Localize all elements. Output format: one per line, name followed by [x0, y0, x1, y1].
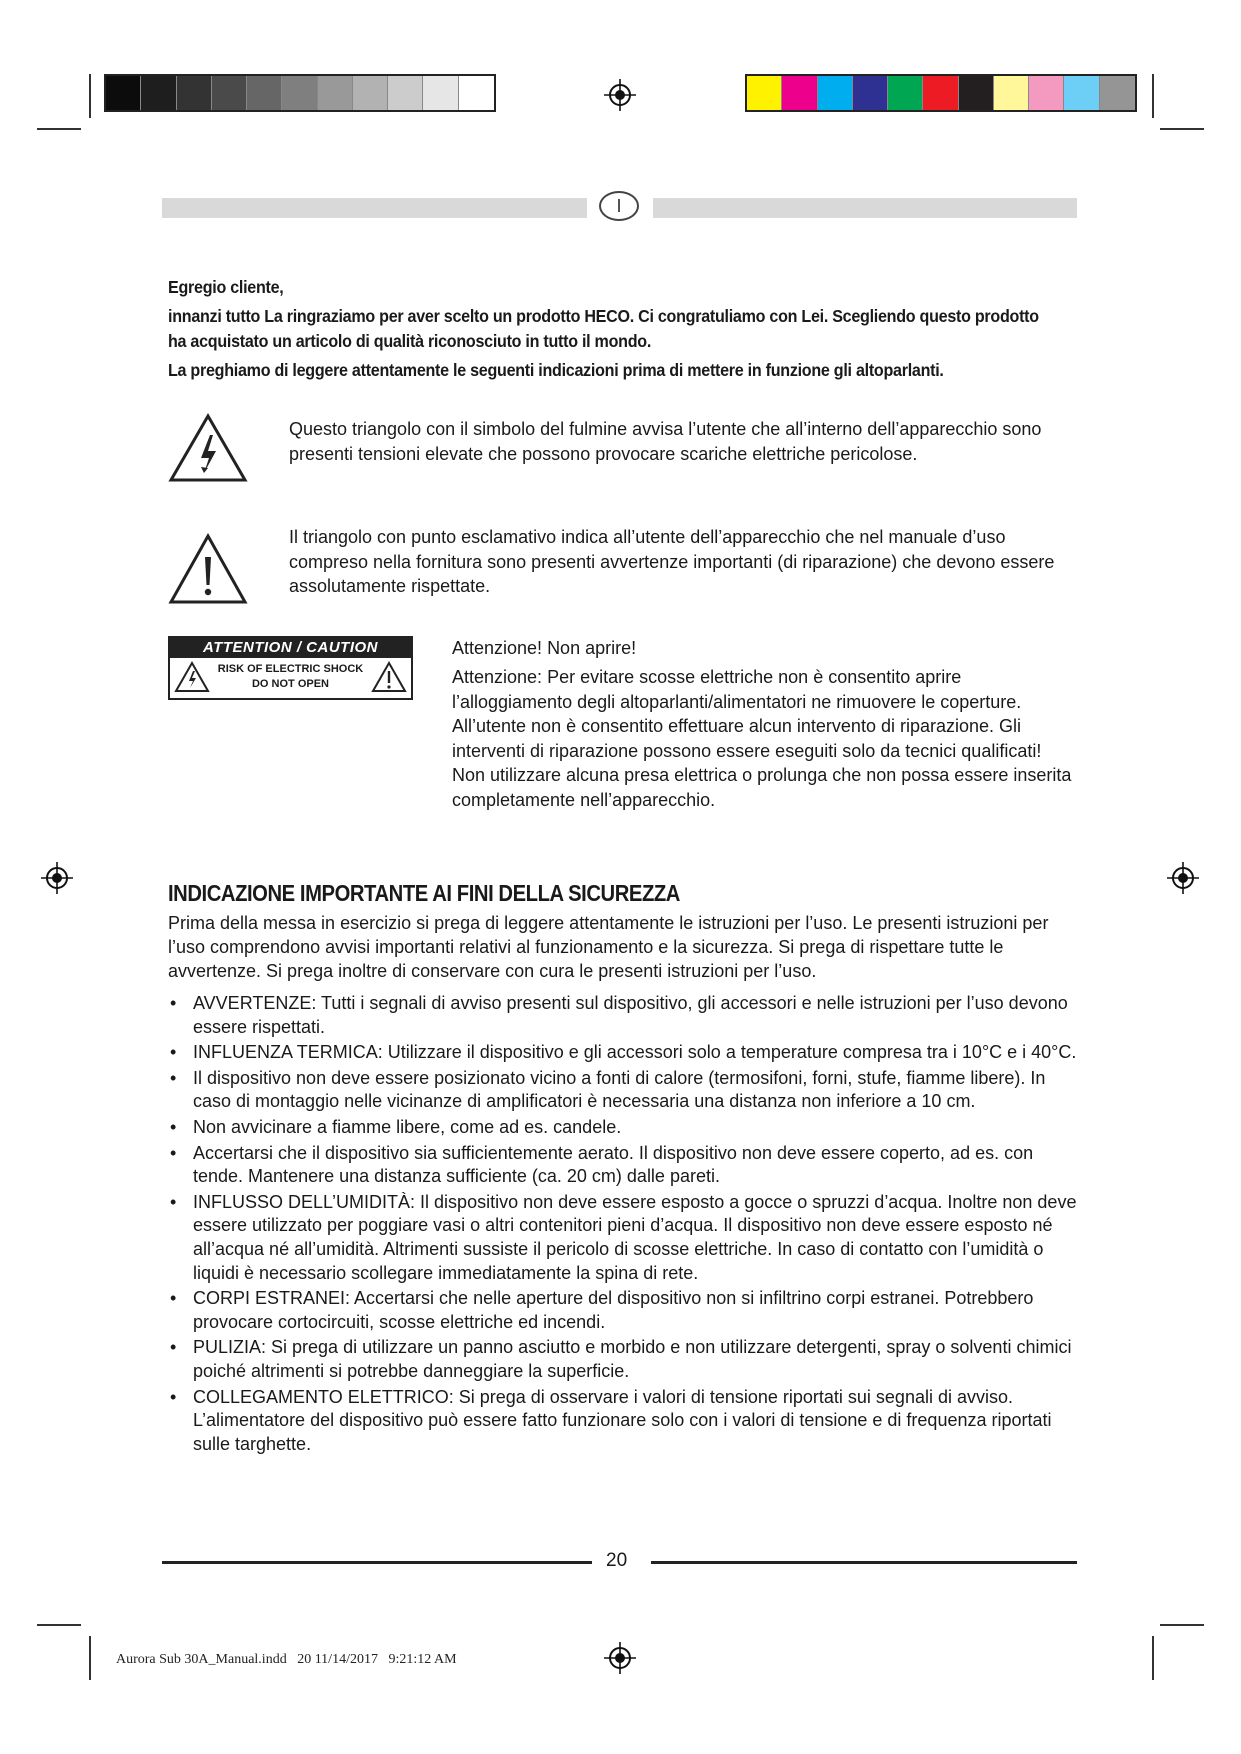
list-item: • INFLUENZA TERMICA: Utilizzare il dispositivo e gli accessori solo a temperature compresa tra i 10°C e i 40°C.: [168, 1041, 1080, 1065]
list-item: • PULIZIA: Si prega di utilizzare un panno asciutto e morbido e non utilizzare detergenti, spray o solventi chimici poiché altrimenti si potrebbe danneggiare la superficie.: [168, 1336, 1080, 1383]
crop-mark: [89, 74, 91, 118]
grayscale-swatch: [177, 76, 212, 110]
grayscale-swatch: [459, 76, 494, 110]
crop-mark: [1160, 128, 1204, 130]
caution-text: Attenzione: Per evitare scosse elettriche non è consentito aprire l’alloggiamento degli altoparlanti/alimentatori ne rimuovere le coperture. All’utente non è consentito effettuare alcun intervento di riparazione. Gli interventi di riparazione possono essere eseguiti solo da tecnici qualificati! Non utilizzare alcuna presa elettrica o prolunga che non possa essere inserita completamente nell’apparecchio.: [452, 667, 1072, 810]
process-swatch: [818, 76, 853, 110]
registration-mark-icon: [603, 1641, 637, 1675]
intro-request: La preghiamo di leggere attentamente le seguenti indicazioni prima di mettere in funzione gli altoparlanti.: [168, 360, 944, 380]
caution-label-line1: RISK OF ELECTRIC SHOCK: [217, 663, 364, 675]
exclamation-warning-icon: [168, 533, 248, 605]
process-swatch: [959, 76, 994, 110]
safety-title: INDICAZIONE IMPORTANTE AI FINI DELLA SICUREZZA: [168, 880, 680, 906]
process-swatch: [747, 76, 782, 110]
list-item: • CORPI ESTRANEI: Accertarsi che nelle aperture del dispositivo non si infiltrino corpi estranei. Potrebbero provocare cortocircuiti, scosse elettriche ed incendi.: [168, 1287, 1080, 1334]
process-swatch: [923, 76, 958, 110]
list-item: • Accertarsi che il dispositivo sia sufficientemente aerato. Il dispositivo non deve essere coperto, ad es. con tende. Mantenere una distanza sufficiente (ca. 20 cm) dalle pareti.: [168, 1142, 1080, 1189]
header-band-left: [162, 198, 587, 218]
lightning-warning-text: Questo triangolo con il simbolo del fulmine avvisa l’utente che all’interno dell’apparecchio sono presenti tensioni elevate che possono provocare scariche elettriche pericolose.: [289, 419, 1042, 464]
footer-rule-left: [162, 1561, 592, 1564]
caution-label-line2: DO NOT OPEN: [251, 678, 329, 690]
safety-intro: Prima della messa in esercizio si prega di leggere attentamente le istruzioni per l’uso. Le presenti istruzioni per l’uso comprendono avvisi importanti relativi al funzionamento e la sicurezza. Si prega di rispettare tutte le avvertenze. Si prega inoltre di conservare con cura le presenti istruzioni per l’uso.: [168, 913, 1049, 981]
list-item: • Non avvicinare a fiamme libere, come ad es. candele.: [168, 1116, 1080, 1140]
process-swatch: [853, 76, 888, 110]
grayscale-swatch: [388, 76, 423, 110]
list-item: • AVVERTENZE: Tutti i segnali di avviso presenti sul dispositivo, gli accessori e nelle istruzioni per l’uso devono essere rispettati.: [168, 992, 1080, 1039]
safety-list: [168, 992, 1080, 1458]
process-swatch: [1029, 76, 1064, 110]
registration-mark-icon: [603, 78, 637, 112]
grayscale-swatch: [212, 76, 247, 110]
header-band-right: [653, 198, 1077, 218]
crop-mark: [37, 128, 81, 130]
process-swatch: [994, 76, 1029, 110]
grayscale-swatch: [282, 76, 317, 110]
lightning-warning-icon: [168, 413, 248, 483]
process-swatch: [1064, 76, 1099, 110]
grayscale-swatch: [318, 76, 353, 110]
crop-mark: [1152, 1636, 1154, 1680]
list-item: • Il dispositivo non deve essere posizionato vicino a fonti di calore (termosifoni, forni, stufe, fiamme libere). In caso di montaggio nelle vicinanze di amplificatori è necessaria una distanza non inferiore a 10 cm.: [168, 1067, 1080, 1114]
exclamation-warning-icon: [371, 661, 407, 693]
grayscale-swatch: [423, 76, 458, 110]
crop-mark: [1152, 74, 1154, 118]
crop-mark: [1160, 1624, 1204, 1626]
chapter-marker: [599, 191, 639, 221]
exclamation-warning-text: Il triangolo con punto esclamativo indica all’utente dell’apparecchio che nel manuale d’uso compreso nella fornitura sono presenti avvertenze importanti (di riparazione) che devono essere assolutamente rispettate.: [289, 527, 1055, 596]
grayscale-swatch: [141, 76, 176, 110]
intro-thanks: innanzi tutto La ringraziamo per aver scelto un prodotto HECO. Ci congratuliamo con Lei. Scegliendo questo prodotto ha acquistato un articolo di qualità riconosciuto in tutto il mondo.: [168, 306, 1039, 351]
process-color-bar: [745, 74, 1137, 112]
list-item: • COLLEGAMENTO ELETTRICO: Si prega di osservare i valori di tensione riportati sui segnali di avviso. L’alimentatore del dispositivo può essere fatto funzionare solo con i valori di tensione e di frequenza riportati sulle targhette.: [168, 1386, 1080, 1457]
file-slug: Aurora Sub 30A_Manual.indd 20 11/14/2017 9:21:12 AM: [116, 1652, 457, 1667]
caution-heading: Attenzione! Non aprire!: [452, 638, 637, 658]
caution-label-title: ATTENTION / CAUTION: [170, 638, 411, 658]
grayscale-swatch: [353, 76, 388, 110]
list-item: • INFLUSSO DELL’UMIDITÀ: Il dispositivo non deve essere esposto a gocce o spruzzi d’acqua. Inoltre non deve essere utilizzato per poggiare vasi o altri contenitori pieni d’acqua. Il dispositivo non deve essere esposto né all’acqua né all’umidità. Altrimenti sussiste il pericolo di scosse elettriche. In caso di contatto con l’umidità o liquidi è necessario scollegare immediatamente la spina di rete.: [168, 1191, 1080, 1285]
grayscale-color-bar: [104, 74, 496, 112]
lightning-warning-icon: [174, 661, 210, 693]
grayscale-swatch: [247, 76, 282, 110]
intro-greeting: Egregio cliente,: [168, 277, 284, 297]
process-swatch: [888, 76, 923, 110]
crop-mark: [37, 1624, 81, 1626]
caution-label: [168, 636, 413, 700]
registration-mark-icon: [1166, 861, 1200, 895]
crop-mark: [89, 1636, 91, 1680]
grayscale-swatch: [106, 76, 141, 110]
chapter-label: I: [616, 195, 622, 216]
page-number: 20: [606, 1550, 628, 1571]
registration-mark-icon: [40, 861, 74, 895]
process-swatch: [1100, 76, 1135, 110]
footer-rule-right: [651, 1561, 1077, 1564]
process-swatch: [782, 76, 817, 110]
